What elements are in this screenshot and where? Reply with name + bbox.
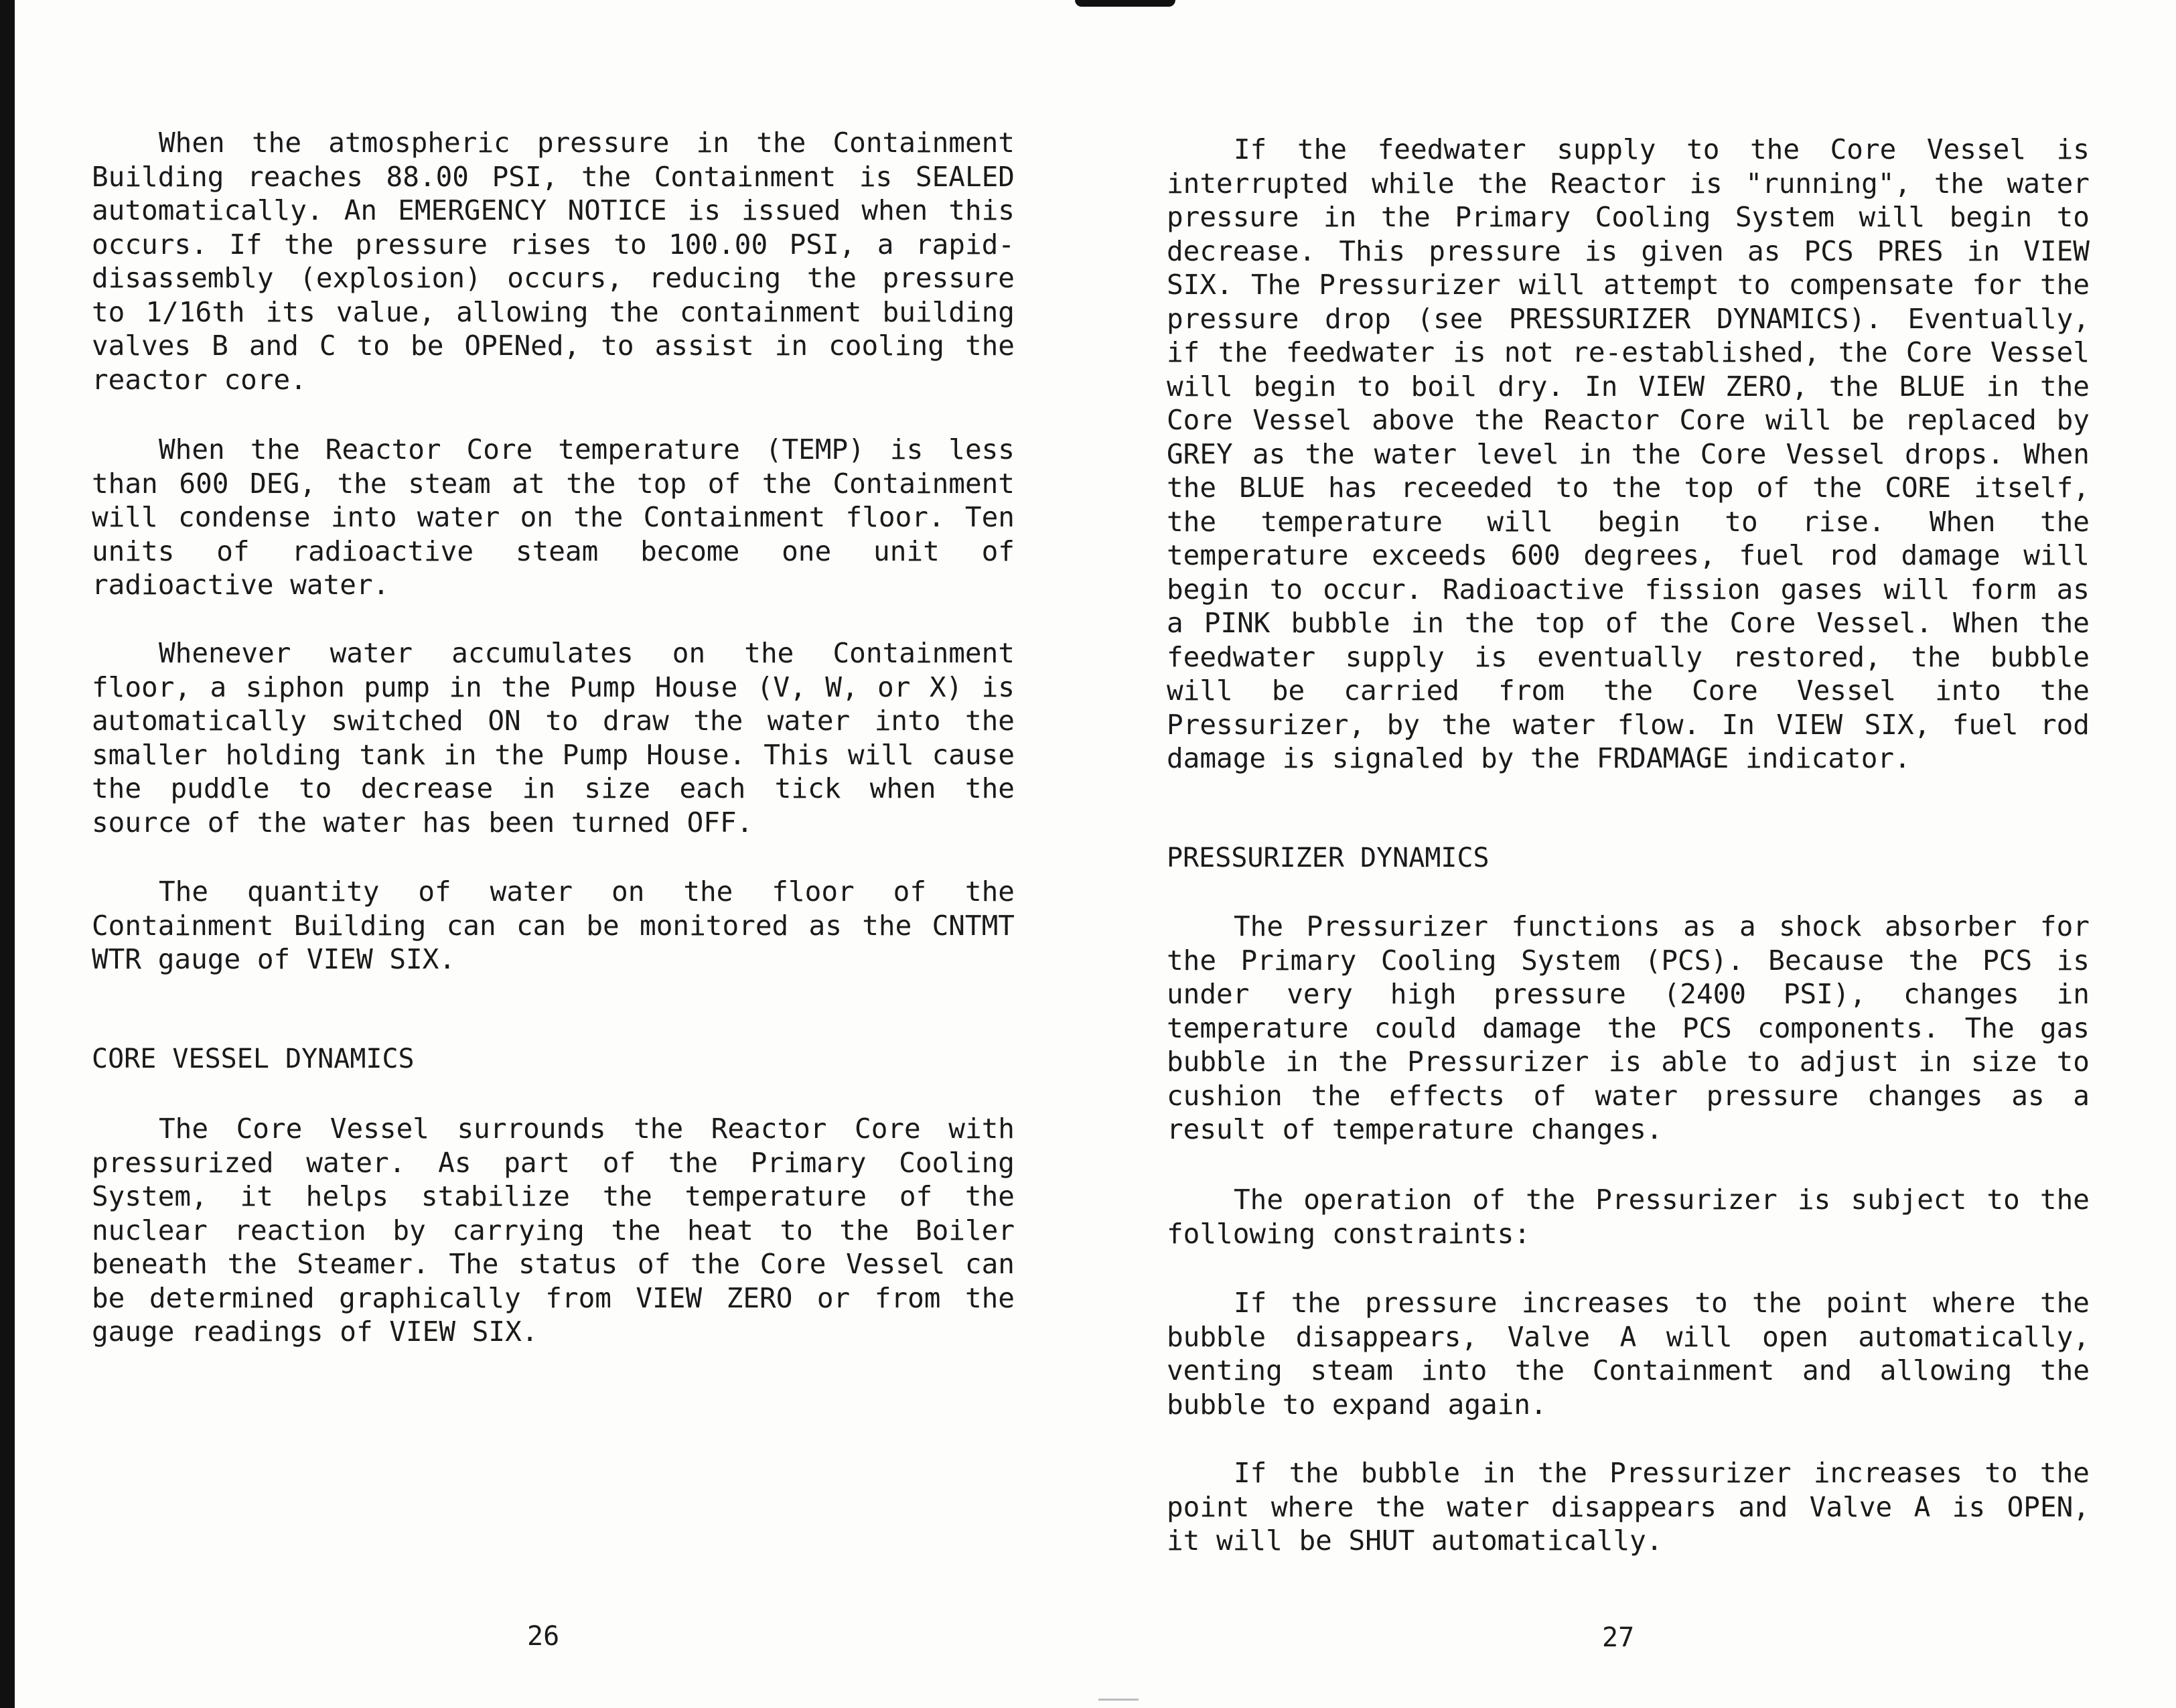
scan-edge bbox=[0, 0, 15, 1708]
page-number: 26 bbox=[527, 1621, 560, 1652]
paragraph-constraints bbox=[1167, 1183, 2090, 1251]
paragraph-core-vessel bbox=[92, 1112, 1015, 1349]
paragraph-condensation bbox=[92, 433, 1015, 602]
section-heading: CORE VESSEL DYNAMICS bbox=[92, 1044, 415, 1074]
paragraph-siphon-pump bbox=[92, 636, 1015, 839]
paragraph-valve-shut bbox=[1167, 1456, 2090, 1558]
paragraph-containment-pressure bbox=[92, 126, 1015, 397]
body-text: The quantity of water on the floor of the Containment Building can can be monitored as the CNTMT WTR gauge of VIEW SIX. bbox=[92, 875, 1015, 975]
section-heading-core-vessel bbox=[92, 1042, 1015, 1076]
body-text: The operation of the Pressurizer is subject to the following constraints: bbox=[1167, 1184, 2090, 1250]
paragraph-valve-open bbox=[1167, 1286, 2090, 1421]
paragraph-pressurizer-function bbox=[1167, 910, 2090, 1147]
binding-mark-bottom bbox=[1098, 1699, 1139, 1701]
section-heading: PRESSURIZER DYNAMICS bbox=[1167, 843, 1490, 873]
binding-mark bbox=[1075, 0, 1175, 7]
paragraph-feedwater bbox=[1167, 133, 2090, 776]
body-text: If the feedwater supply to the Core Vessel is interrupted while the Reactor is "running", the water pressure in the Primary Cooling System will begin to decrease. This pressure is given as PCS PRES in VIEW SIX. The Pressurizer will attempt to compensate for the pressure drop (see PRESSURIZER DYNAMICS). Eventually, if the feedwater is not re-established, the Core Vessel will begin to boil dry. In VIEW ZERO, the BLUE in the Core Vessel above the Reactor Core will be replaced by GREY as the water level in the Core Vessel drops. When the BLUE has receeded to the top of the CORE itself, the temperature will begin to rise. When the temperature exceeds 600 degrees, fuel rod damage will begin to occur. Radioactive fission gases will form as a PINK bubble in the top of the Core Vessel. When the feedwater supply is eventually restored, the bubble will be carried from the Core Vessel into the Pressurizer, by the water flow. In VIEW SIX, fuel rod damage is signaled by the FRDAMAGE indicator. bbox=[1167, 133, 2090, 774]
right-page bbox=[1167, 0, 2090, 1708]
body-text: Whenever water accumulates on the Containment floor, a siphon pump in the Pump House (V, W, or X) is automatically switched ON to draw the water into the smaller holding tank in the Pump House. This will cause the puddle to decrease in size each tick when the source of the water has been turned OFF. bbox=[92, 637, 1015, 839]
body-text: The Core Vessel surrounds the Reactor Core with pressurized water. As part of the Primary Cooling System, it helps stabilize the temperature of the nuclear reaction by carrying the heat to the Boiler beneath the Steamer. The status of the Core Vessel can be determined graphically from VIEW ZERO or from the gauge readings of VIEW SIX. bbox=[92, 1113, 1015, 1348]
left-page bbox=[92, 0, 1015, 1708]
body-text: When the atmospheric pressure in the Containment Building reaches 88.00 PSI, the Containment is SEALED automatically. An EMERGENCY NOTICE is issued when this occurs. If the pressure rises to 100.00 PSI, a rapid-disassembly (explosion) occurs, reducing the pressure to 1/16th its value, allowing the containment building valves B and C to be OPENed, to assist in cooling the reactor core. bbox=[92, 127, 1015, 396]
body-text: When the Reactor Core temperature (TEMP) is less than 600 DEG, the steam at the top of the Containment will condense into water on the Containment floor. Ten units of radioactive steam become one unit of radioactive water. bbox=[92, 433, 1015, 601]
body-text: The Pressurizer functions as a shock absorber for the Primary Cooling System (PCS). Because the PCS is under very high pressure (2400 PSI), changes in temperature could damage the PCS components. The gas bubble in the Pressurizer is able to adjust in size to cushion the effects of water pressure changes as a result of temperature changes. bbox=[1167, 910, 2090, 1145]
body-text: If the pressure increases to the point where the bubble disappears, Valve A will open automatically, venting steam into the Containment and allowing the bubble to expand again. bbox=[1167, 1287, 2090, 1421]
paragraph-floor-water bbox=[92, 875, 1015, 977]
body-text: If the bubble in the Pressurizer increases to the point where the water disappears and Valve A is OPEN, it will be SHUT automatically. bbox=[1167, 1457, 2090, 1557]
page-number: 27 bbox=[1602, 1622, 1635, 1653]
section-heading-pressurizer bbox=[1167, 841, 2090, 875]
